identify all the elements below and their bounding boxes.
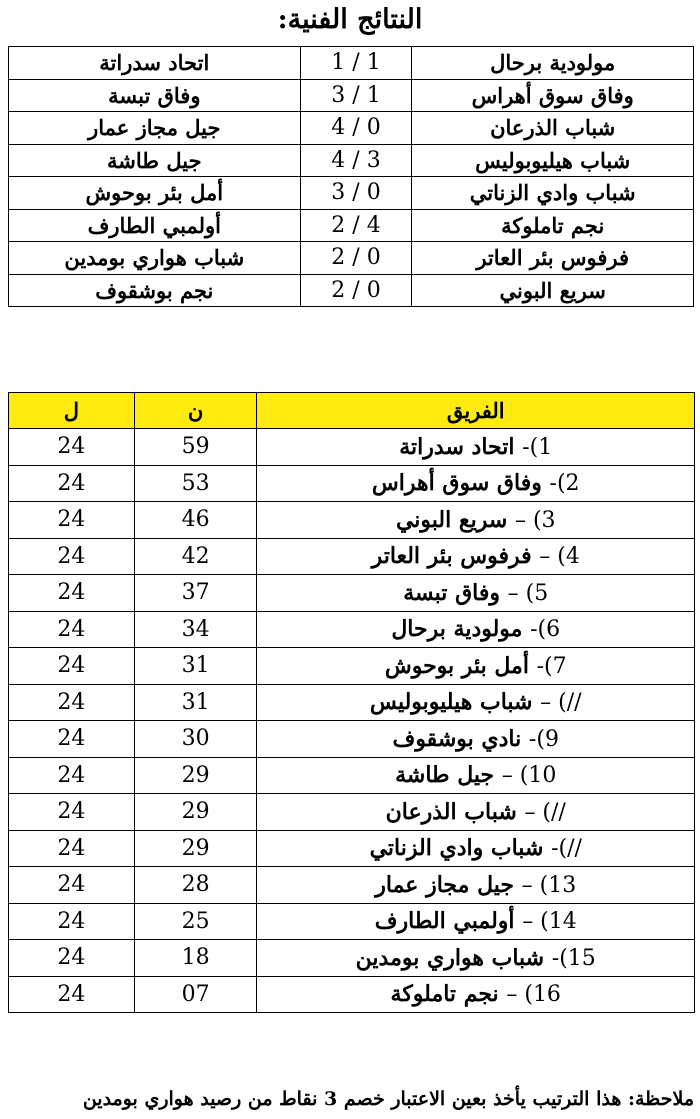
team-cell	[257, 757, 695, 794]
team-cell	[257, 648, 695, 685]
match-score: 3 / 0	[300, 177, 412, 210]
team-name: نادي بوشقوف	[392, 725, 522, 752]
team-cell	[257, 721, 695, 758]
played-cell: 24	[9, 830, 135, 867]
played-cell: 24	[9, 903, 135, 940]
standings-row	[9, 757, 695, 794]
rank-label: 13) –	[521, 872, 577, 898]
rank-label: 5) –	[507, 580, 549, 606]
match-score: 2 / 0	[300, 242, 412, 275]
away-team: جيل مجاز عمار	[9, 112, 301, 145]
match-score: 4 / 3	[300, 144, 412, 177]
rank-label: 4) –	[539, 544, 580, 570]
standings-row	[9, 648, 695, 685]
team-cell	[257, 538, 695, 575]
rank-label: 16) –	[506, 982, 561, 1008]
results-title: النتائج الفنية:	[277, 4, 423, 35]
away-team: أمل بئر بوحوش	[9, 177, 301, 210]
team-name: وفاق تبسة	[403, 579, 500, 606]
played-cell: 24	[9, 940, 135, 977]
played-cell: 24	[9, 757, 135, 794]
match-score: 2 / 0	[300, 274, 412, 307]
played-cell: 24	[9, 867, 135, 904]
played-cell: 24	[9, 721, 135, 758]
played-cell: 24	[9, 465, 135, 502]
away-team: أولمبي الطارف	[9, 209, 301, 242]
points-cell: 28	[134, 867, 257, 904]
standings-note: ملاحظة: هذا الترتيب يأخذ بعين الاعتبار خصم 3 نقاط من رصيد هواري بومدين	[82, 1088, 694, 1110]
points-cell: 34	[134, 611, 257, 648]
played-cell: 24	[9, 684, 135, 721]
standings-row	[9, 903, 695, 940]
rank-label: //) –	[524, 799, 566, 825]
points-cell: 29	[134, 794, 257, 831]
rank-label: 1)-	[522, 434, 553, 460]
team-cell	[257, 502, 695, 539]
home-team: وفاق سوق أهراس	[412, 79, 694, 112]
points-cell: 31	[134, 648, 257, 685]
result-row	[9, 177, 694, 210]
played-cell: 24	[9, 794, 135, 831]
away-team: اتحاد سدراتة	[9, 47, 301, 80]
rank-label: 7)-	[536, 653, 567, 679]
points-cell: 31	[134, 684, 257, 721]
team-cell	[257, 684, 695, 721]
team-cell	[257, 867, 695, 904]
rank-label: 3) –	[514, 507, 556, 533]
match-score: 3 / 1	[300, 79, 412, 112]
played-header: ل	[9, 393, 135, 429]
match-score: 2 / 4	[300, 209, 412, 242]
rank-label: 15)-	[551, 945, 596, 971]
home-team: سريع البوني	[412, 274, 694, 307]
result-row	[9, 112, 694, 145]
team-header: الفريق	[257, 393, 695, 429]
team-cell	[257, 429, 695, 466]
standings-row	[9, 684, 695, 721]
points-header: ن	[134, 393, 257, 429]
match-score: 4 / 0	[300, 112, 412, 145]
team-name: اتحاد سدراتة	[399, 433, 515, 460]
result-row	[9, 144, 694, 177]
played-cell: 24	[9, 502, 135, 539]
home-team: شباب هيليوبوليس	[412, 144, 694, 177]
team-cell	[257, 976, 695, 1013]
points-cell: 30	[134, 721, 257, 758]
points-cell: 53	[134, 465, 257, 502]
team-cell	[257, 575, 695, 612]
points-cell: 46	[134, 502, 257, 539]
team-cell	[257, 465, 695, 502]
home-team: شباب وادي الزناتي	[412, 177, 694, 210]
result-row	[9, 242, 694, 275]
standings-table	[8, 392, 695, 1013]
home-team: شباب الذرعان	[412, 112, 694, 145]
played-cell: 24	[9, 611, 135, 648]
away-team: شباب هواري بومدين	[9, 242, 301, 275]
away-team: وفاق تبسة	[9, 79, 301, 112]
points-cell: 59	[134, 429, 257, 466]
rank-label: 2)-	[549, 471, 580, 497]
team-name: وفاق سوق أهراس	[371, 470, 542, 497]
rank-label: //) –	[540, 690, 582, 716]
standings-row	[9, 976, 695, 1013]
team-name: نجم تاملوكة	[390, 981, 499, 1008]
result-row	[9, 209, 694, 242]
team-cell	[257, 903, 695, 940]
standings-row	[9, 465, 695, 502]
away-team: نجم بوشقوف	[9, 274, 301, 307]
standings-row	[9, 794, 695, 831]
standings-row	[9, 429, 695, 466]
standings-row	[9, 575, 695, 612]
team-name: أولمبي الطارف	[374, 908, 515, 935]
points-cell: 25	[134, 903, 257, 940]
standings-row	[9, 502, 695, 539]
team-name: مولودية برحال	[391, 616, 523, 643]
home-team: نجم تاملوكة	[412, 209, 694, 242]
team-name: سريع البوني	[395, 506, 508, 533]
result-row	[9, 79, 694, 112]
standings-header-row	[9, 393, 695, 429]
rank-label: //)-	[551, 836, 582, 862]
team-name: جيل طاشة	[395, 762, 495, 789]
points-cell: 18	[134, 940, 257, 977]
away-team: جيل طاشة	[9, 144, 301, 177]
team-name: شباب هواري بومدين	[355, 944, 545, 971]
played-cell: 24	[9, 648, 135, 685]
points-cell: 29	[134, 830, 257, 867]
team-cell	[257, 611, 695, 648]
played-cell: 24	[9, 976, 135, 1013]
results-table	[8, 46, 694, 307]
rank-label: 10) –	[501, 763, 557, 789]
standings-row	[9, 538, 695, 575]
points-cell: 29	[134, 757, 257, 794]
standings-row	[9, 830, 695, 867]
rank-label: 9)-	[528, 726, 559, 752]
standings-row	[9, 867, 695, 904]
played-cell: 24	[9, 429, 135, 466]
standings-row	[9, 940, 695, 977]
played-cell: 24	[9, 575, 135, 612]
rank-label: 6)-	[530, 617, 561, 643]
team-name: شباب وادي الزناتي	[369, 835, 544, 862]
played-cell: 24	[9, 538, 135, 575]
team-name: فرفوس بئر العاتر	[371, 543, 532, 570]
standings-row	[9, 721, 695, 758]
points-cell: 37	[134, 575, 257, 612]
team-name: جيل مجاز عمار	[375, 871, 514, 898]
team-cell	[257, 830, 695, 867]
home-team: فرفوس بئر العاتر	[412, 242, 694, 275]
home-team: مولودية برحال	[412, 47, 694, 80]
team-name: شباب هيليوبوليس	[369, 689, 533, 716]
team-cell	[257, 794, 695, 831]
rank-label: 14) –	[522, 909, 577, 935]
team-name: أمل بئر بوحوش	[384, 652, 529, 679]
standings-row	[9, 611, 695, 648]
result-row	[9, 47, 694, 80]
points-cell: 42	[134, 538, 257, 575]
match-score: 1 / 1	[300, 47, 412, 80]
team-name: شباب الذرعان	[385, 798, 517, 825]
team-cell	[257, 940, 695, 977]
points-cell: 07	[134, 976, 257, 1013]
result-row	[9, 274, 694, 307]
